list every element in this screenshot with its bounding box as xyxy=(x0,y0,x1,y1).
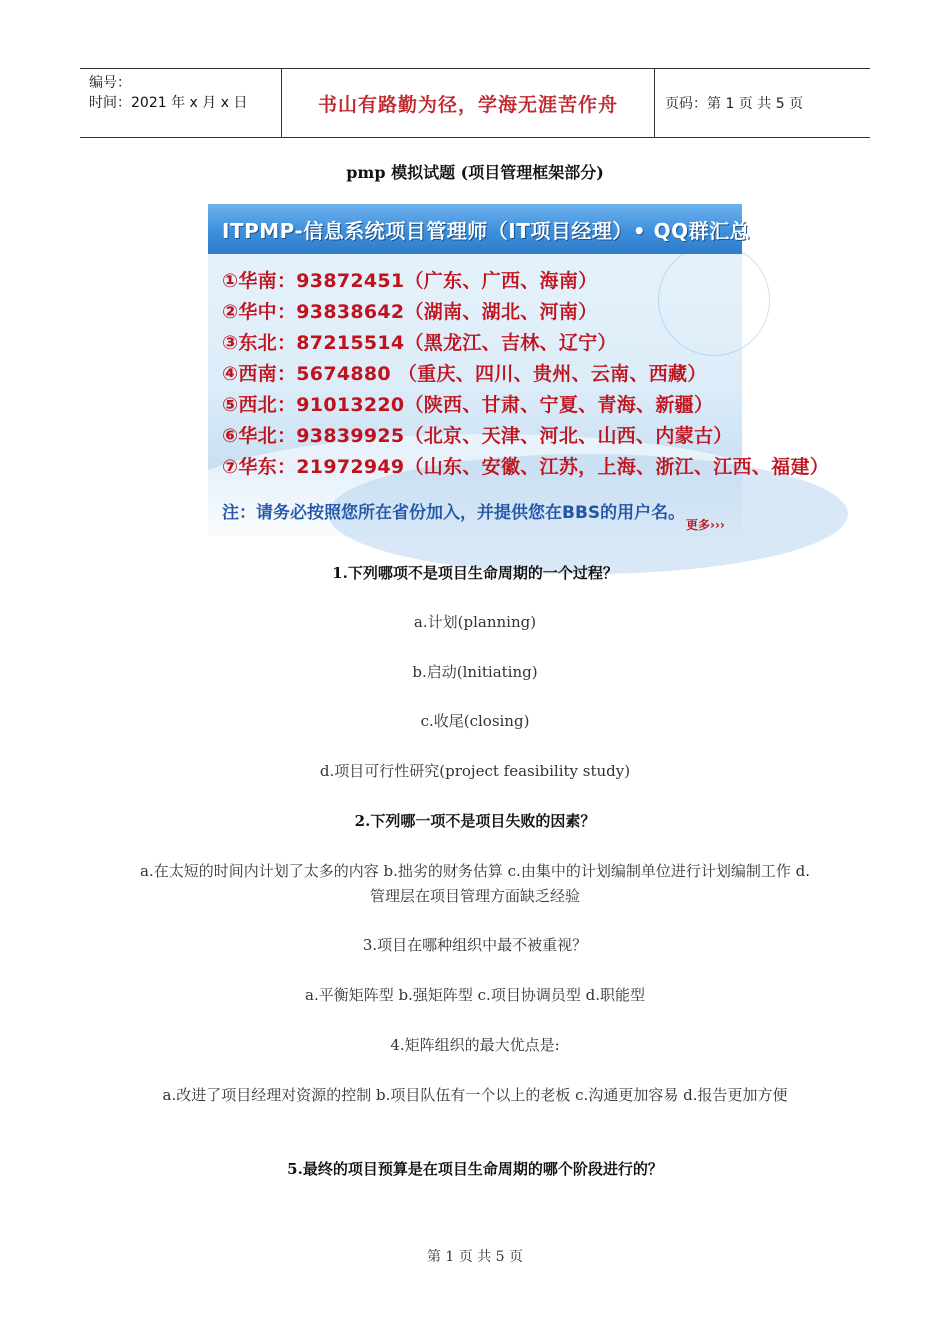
question-2: 2.下列哪一项不是项目失败的因素？ xyxy=(354,812,596,830)
header-page-info: 页码：第 1 页 共 5 页 xyxy=(665,96,804,112)
question-1-option-d: d.项目可行性研究(project feasibility study) xyxy=(319,762,631,780)
qq-group-banner-image xyxy=(208,204,830,536)
banner-group-row: ①华南：93872451（广东、广西、海南） xyxy=(222,270,598,292)
banner-group-row: ②华中：93838642（湖南、湖北、河南） xyxy=(222,301,598,323)
question-4: 4.矩阵组织的最大优点是: xyxy=(390,1036,560,1054)
header-motto-cell xyxy=(281,69,655,137)
banner-more-link[interactable]: 更多››› xyxy=(686,518,725,532)
time-label: 时间：2021 年 x 月 x 日 xyxy=(89,95,248,111)
banner-group-list xyxy=(222,266,829,483)
question-2-options: a.在太短的时间内计划了太多的内容 b.拙劣的财务估算 c.由集中的计划编制单位进行计划编制工作 d.管理层在项目管理方面缺乏经验 xyxy=(140,862,810,905)
banner-group-row: ④西南：5674880 （重庆、四川、贵州、云南、西藏） xyxy=(222,363,707,385)
header-meta xyxy=(80,69,281,137)
question-1-option-a: a.计划(planning) xyxy=(413,613,537,631)
banner-group-row: ⑤西北：91013220（陕西、甘肃、宁夏、青海、新疆） xyxy=(222,394,714,416)
question-1-option-b: b.启动(lnitiating) xyxy=(412,663,538,681)
question-1: 1.下列哪项不是项目生命周期的一个过程？ xyxy=(332,564,618,582)
banner-heading: ITPMP-信息系统项目管理师（IT项目经理）• QQ群汇总 xyxy=(222,218,751,243)
document-title: pmp 模拟试题 (项目管理框架部分) xyxy=(346,163,604,182)
banner-heading-bar xyxy=(208,204,751,254)
banner-group-row: ⑦华东：21972949（山东、安徽、江苏，上海、浙江、江西、福建） xyxy=(222,456,830,478)
question-5: 5.最终的项目预算是在项目生命周期的哪个阶段进行的？ xyxy=(287,1160,663,1178)
header-motto: 书山有路勤为径，学海无涯苦作舟 xyxy=(317,93,618,116)
question-1-option-c: c.收尾(closing) xyxy=(420,712,530,730)
question-4-options: a.改进了项目经理对资源的控制 b.项目队伍有一个以上的老板 c.沟通更加容易 d.报告更加方便 xyxy=(162,1086,788,1104)
banner-note: 注：请务必按照您所在省份加入，并提供您在BBS的用户名。 xyxy=(222,503,686,523)
document-header xyxy=(80,68,870,138)
banner-group-row: ③东北：87215514（黑龙江、吉林、辽宁） xyxy=(222,332,617,354)
banner-group-row: ⑥华北：93839925（北京、天津、河北、山西、内蒙古） xyxy=(222,425,733,447)
number-label: 编号： xyxy=(89,75,131,91)
question-3-options: a.平衡矩阵型 b.强矩阵型 c.项目协调员型 d.职能型 xyxy=(305,986,645,1004)
question-3: 3.项目在哪种组织中最不被重视？ xyxy=(362,936,588,954)
page-footer: 第 1 页 共 5 页 xyxy=(426,1249,524,1265)
